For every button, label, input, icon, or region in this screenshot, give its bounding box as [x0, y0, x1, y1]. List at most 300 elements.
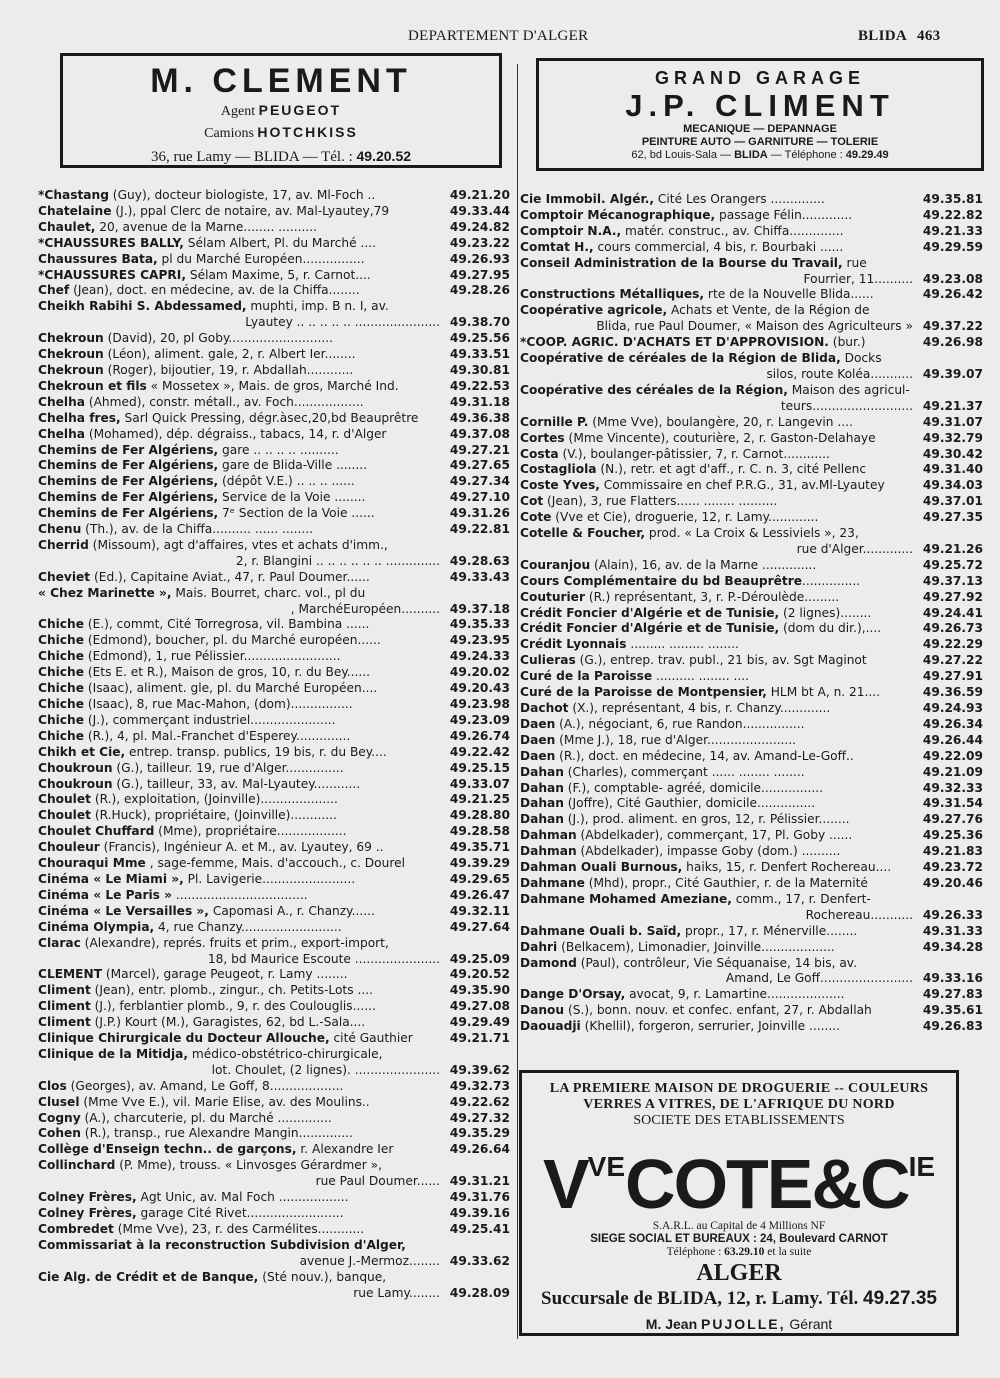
entry-phone: 49.33.07	[447, 777, 510, 793]
entry-text	[38, 1190, 510, 1206]
entry-name: Crédit Foncier d'Algérie et de Tunisie,	[520, 605, 780, 620]
entry-details: (Charles), commerçant ...... ........ ........	[563, 764, 805, 779]
entry-phone: 49.34.28	[920, 940, 983, 956]
directory-entry	[38, 1270, 510, 1302]
entry-name: Chiche	[38, 681, 84, 696]
entry-phone: 49.27.08	[447, 999, 510, 1015]
directory-entry	[520, 940, 983, 956]
entry-name: Dahman Ouali Burnous,	[520, 860, 683, 875]
directory-entry	[38, 570, 510, 586]
entry-details: Cité Les Orangers ..............	[654, 192, 825, 206]
entry-phone: 49.25.09	[447, 952, 510, 968]
entry-details: (R.), transp., rue Alexandre Mangin..............	[80, 1126, 353, 1141]
entry-text	[38, 299, 510, 315]
entry-continuation: silos, route Koléa...........	[766, 366, 913, 381]
ad-cote-manager	[522, 1311, 956, 1337]
entry-name: « Chez Marinette »,	[38, 585, 172, 600]
entry-phone: 49.25.56	[447, 331, 510, 347]
entry-details: Capomasi A., r. Chanzy......	[208, 903, 375, 918]
entry-details: (Léon), aliment. gale, 2, r. Albert Ier........	[103, 347, 356, 362]
directory-entry	[38, 665, 510, 681]
entry-name: Climent	[38, 983, 91, 998]
directory-entry	[38, 1126, 510, 1142]
entry-name: Chiche	[38, 649, 84, 664]
entry-details: médico-obstétrico-chirurgicale,	[188, 1046, 383, 1061]
directory-entry	[38, 204, 510, 220]
entry-details: rte de la Nouvelle Blida......	[704, 287, 874, 302]
directory-entry	[38, 586, 510, 618]
entry-continuation: Blida, rue Paul Doumer, « Maison des Agriculteurs »	[596, 319, 913, 334]
ad-climent-address-pre: 62, bd Louis-Sala —	[631, 149, 735, 161]
ad-cote-logo-v: V	[542, 1145, 588, 1223]
entry-name: Coopérative agricole,	[520, 303, 668, 318]
entry-details: gare .. .. .. .. ..........	[218, 442, 339, 457]
directory-entry	[38, 904, 510, 920]
directory-entry	[38, 506, 510, 522]
directory-entry	[520, 828, 983, 844]
entry-text	[520, 224, 983, 240]
entry-details: ..................................	[172, 887, 308, 902]
ad-clement	[60, 53, 502, 168]
directory-entry	[38, 1206, 510, 1222]
entry-phone: 49.31.18	[447, 395, 510, 411]
entry-text	[38, 490, 510, 506]
directory-entry	[520, 812, 983, 828]
entry-details: (Edmond), 1, rue Pélissier.........................	[83, 649, 341, 664]
directory-entry	[38, 1031, 510, 1047]
entry-phone: 49.32.79	[920, 431, 983, 447]
directory-entry	[38, 633, 510, 649]
entry-name: Chouleur	[38, 840, 100, 855]
entry-name: Choulet	[38, 792, 91, 807]
entry-details: (Sté nouv.), banque,	[258, 1269, 387, 1284]
ad-cote-manager-name: PUJOLLE,	[701, 1316, 786, 1332]
entry-details: 7ᵉ Section de la Voie ......	[218, 506, 375, 521]
entry-name: *Chastang	[38, 188, 109, 202]
entry-name: Dahmane Ouali b. Saïd,	[520, 923, 682, 938]
entry-text	[38, 252, 510, 268]
entry-phone: 49.26.74	[447, 729, 510, 745]
header-page-info	[858, 28, 940, 45]
entry-name: Couranjou	[520, 557, 591, 572]
entry-phone: 49.35.29	[447, 1126, 510, 1142]
directory-entry	[38, 490, 510, 506]
directory-entry	[38, 299, 510, 331]
entry-text	[38, 363, 510, 379]
entry-details: (Mme Vve), boulangère, 20, r. Langevin ....	[588, 414, 853, 429]
entry-text	[38, 967, 510, 983]
entry-details: (R.Huck), propriétaire, (Joinville)............	[90, 808, 337, 823]
entry-name: Chiche	[38, 665, 84, 680]
entry-text	[520, 765, 983, 781]
entry-continuation: lot. Choulet, (2 lignes). ......................	[211, 1062, 440, 1077]
entry-text	[38, 904, 510, 920]
entry-name: Daen	[520, 732, 556, 747]
entry-name: Curé de la Paroisse	[520, 669, 653, 684]
directory-entry	[38, 236, 510, 252]
entry-details: (Mme), propriétaire..................	[154, 824, 347, 839]
entry-name: Cie Alg. de Crédit et de Banque,	[38, 1269, 259, 1284]
entry-details: « Mossetex », Mais. de gros, Marché Ind.	[146, 378, 399, 393]
entry-details: (R.) représentant, 3, r. P.-Déroulède.........	[584, 589, 840, 604]
entry-text	[38, 1238, 510, 1254]
entry-details: (X.), représentant, 4 bis, r. Chanzy.............	[568, 701, 831, 715]
directory-entry	[520, 192, 983, 208]
entry-phone: 49.21.09	[920, 765, 983, 781]
entry-text	[38, 506, 510, 522]
entry-phone: 49.27.95	[447, 268, 510, 284]
entry-phone: 49.26.47	[447, 888, 510, 904]
entry-phone: 49.36.38	[447, 411, 510, 427]
entry-phone: 49.28.26	[447, 283, 510, 299]
entry-phone: 49.39.16	[447, 1206, 510, 1222]
directory-entry	[38, 888, 510, 904]
directory-entry	[38, 220, 510, 236]
entry-name: Cornille P.	[520, 414, 589, 429]
entry-details: (Francis), Ingénieur A. et M., av. Lyautey, 69 ..	[99, 840, 384, 855]
entry-details: Service de la Voie ........	[218, 490, 366, 505]
entry-text	[38, 474, 510, 490]
entry-text	[38, 522, 510, 538]
entry-phone: 49.25.36	[920, 828, 983, 844]
entry-details: (Roger), bijoutier, 19, r. Abdallah............	[103, 362, 354, 377]
entry-phone: 49.37.13	[920, 574, 983, 590]
entry-phone: 49.22.62	[447, 1095, 510, 1111]
ad-cote-city: ALGER	[696, 1260, 782, 1286]
entry-name: Comtat H.,	[520, 239, 594, 254]
entry-phone: 49.23.09	[447, 713, 510, 729]
entry-name: Chiche	[38, 697, 84, 711]
entry-details: 20, avenue de la Marne........ ..........	[95, 219, 317, 234]
entry-phone: 49.39.29	[447, 856, 510, 872]
directory-entry	[520, 685, 983, 701]
directory-entry	[520, 876, 983, 892]
entry-name: Coopérative de céréales de la Région de Blida,	[520, 351, 841, 366]
entry-text	[520, 749, 983, 765]
entry-name: Dahan	[520, 812, 564, 827]
entry-details: (dépôt V.E.) .. .. .. ......	[218, 474, 355, 489]
ad-clement-name: M. CLEMENT	[150, 62, 412, 100]
entry-text	[38, 1142, 510, 1158]
directory-entry	[38, 252, 510, 268]
entry-details: (Alexandre), représ. fruits et prim., export-import,	[80, 935, 389, 950]
entry-name: Costagliola	[520, 462, 597, 477]
directory-column-left	[38, 188, 510, 1301]
directory-entry	[520, 526, 983, 558]
entry-details: pl du Marché Européen................	[157, 251, 365, 266]
entry-details: (David), 20, pl Goby...........................	[103, 331, 334, 346]
entry-phone: 49.33.62	[447, 1254, 510, 1270]
directory-entry	[38, 458, 510, 474]
entry-name: Dahri	[520, 939, 558, 954]
entry-phone: 49.27.22	[920, 653, 983, 669]
entry-name: Crédit Lyonnais	[520, 637, 627, 652]
entry-phone: 49.26.98	[920, 335, 983, 351]
entry-name: *CHAUSSURES CAPRI,	[38, 267, 186, 282]
entry-text	[38, 888, 510, 904]
entry-name: Cheviet	[38, 569, 91, 584]
entry-phone: 49.39.07	[920, 367, 983, 383]
entry-text	[38, 458, 510, 474]
entry-details: (Mohamed), dép. dégraiss., tabacs, 14, r. d'Alger	[84, 426, 387, 441]
entry-phone: 49.25.72	[920, 558, 983, 574]
entry-text	[38, 220, 510, 236]
entry-text	[520, 510, 983, 526]
directory-entry	[520, 637, 983, 653]
entry-phone: 49.31.40	[920, 462, 983, 478]
entry-name: Cherrid	[38, 537, 89, 552]
entry-phone: 49.35.81	[920, 192, 983, 208]
directory-entry	[38, 697, 510, 713]
entry-name: Chekroun	[38, 331, 104, 346]
entry-text	[520, 733, 983, 749]
directory-entry	[520, 383, 983, 415]
entry-name: Chaulet,	[38, 219, 96, 234]
entry-phone: 49.22.81	[447, 522, 510, 538]
entry-text	[520, 494, 983, 510]
entry-phone: 49.26.93	[447, 252, 510, 268]
entry-name: Clusel	[38, 1094, 80, 1109]
ad-cote-phone: 63.29.10	[724, 1246, 765, 1258]
entry-name: Chelha	[38, 426, 85, 441]
entry-details: (G.), entrep. trav. publ., 21 bis, av. Sgt Maginot	[575, 653, 867, 668]
entry-phone: 49.27.10	[447, 490, 510, 506]
entry-phone: 49.22.53	[447, 379, 510, 395]
entry-details: (R.), doct. en médecine, 14, av. Amand-Le-Goff..	[555, 748, 854, 763]
directory-entry	[520, 558, 983, 574]
ad-climent-address-city: BLIDA	[734, 149, 768, 161]
ad-cote-branch-text: Succursale de BLIDA, 12, r. Lamy. Tél.	[541, 1288, 859, 1309]
entry-text	[38, 999, 510, 1015]
ad-clement-line1-brand: PEUGEOT	[258, 102, 342, 118]
ad-cote-branch-phone: 49.27.35	[863, 1288, 937, 1309]
directory-entry	[38, 1111, 510, 1127]
directory-entry	[38, 188, 510, 204]
entry-continuation: Fourrier, 11..........	[803, 271, 913, 286]
entry-text	[520, 621, 983, 637]
entry-details: prod. « La Croix & Lessiviels », 23,	[645, 526, 859, 541]
entry-details: cité Gauthier	[329, 1031, 413, 1046]
entry-name: Constructions Métalliques,	[520, 287, 705, 302]
entry-name: Dahman	[520, 828, 577, 843]
entry-phone: 49.21.71	[447, 1031, 510, 1047]
entry-name: Clinique de la Mitidja,	[38, 1046, 189, 1061]
entry-details: (Isaac), 8, rue Mac-Mahon, (dom)................	[83, 697, 353, 711]
entry-text	[38, 792, 510, 808]
entry-phone: 49.35.71	[447, 840, 510, 856]
entry-details: (Abdelkader), commerçant, 17, Pl. Goby ......	[576, 828, 853, 843]
entry-text	[38, 586, 510, 602]
entry-continuation: avenue J.-Mermoz........	[299, 1253, 440, 1268]
entry-text	[520, 828, 983, 844]
entry-phone: 49.32.73	[447, 1079, 510, 1095]
entry-phone: 49.27.21	[447, 443, 510, 459]
entry-name: Chenu	[38, 522, 82, 537]
entry-phone: 49.39.62	[447, 1063, 510, 1079]
entry-details: (Jean), entr. plomb., zingur., ch. Petits-Lots ....	[90, 983, 373, 998]
entry-text	[520, 653, 983, 669]
entry-name: Choulet Chuffard	[38, 824, 155, 839]
entry-phone: 49.21.25	[447, 792, 510, 808]
entry-phone: 49.22.09	[920, 749, 983, 765]
entry-details: (F.), comptable- agréé, domicile................	[563, 780, 823, 795]
entry-phone: 49.27.64	[447, 920, 510, 936]
ad-cote-logo-main: COTE&C	[625, 1145, 909, 1223]
directory-entry	[38, 522, 510, 538]
directory-entry	[520, 653, 983, 669]
ad-climent-name: J.P. CLIMENT	[625, 88, 895, 123]
entry-details: (Ed.), Capitaine Aviat., 47, r. Paul Doumer......	[90, 569, 370, 584]
directory-entry	[38, 1190, 510, 1206]
directory-entry	[38, 840, 510, 856]
entry-name: Chaussures Bata,	[38, 251, 158, 266]
entry-name: Commissariat à la reconstruction Subdivision d'Alger,	[38, 1237, 406, 1252]
entry-details: (bur.)	[828, 335, 866, 350]
entry-phone: 49.21.20	[447, 188, 510, 204]
entry-text	[38, 443, 510, 459]
entry-details: (E.), commt, Cité Torregrosa, vil. Bambina ......	[83, 617, 370, 632]
entry-details: (Abdelkader), impasse Goby (dom.) ..........	[576, 844, 841, 859]
entry-name: Chelha fres,	[38, 410, 121, 425]
entry-phone: 49.27.34	[447, 474, 510, 490]
entry-phone: 49.31.33	[920, 924, 983, 940]
entry-text	[38, 427, 510, 443]
entry-text	[38, 681, 510, 697]
entry-text	[38, 395, 510, 411]
entry-name: Costa	[520, 446, 559, 461]
entry-details: Sarl Quick Pressing, dégr.àsec,20,bd Beauprêtre	[120, 410, 419, 425]
entry-details: Maison des agricul-	[787, 382, 910, 397]
entry-name: Choulet	[38, 808, 91, 823]
entry-phone: 49.28.58	[447, 824, 510, 840]
entry-phone: 49.28.09	[447, 1286, 510, 1302]
entry-phone: 49.20.02	[447, 665, 510, 681]
entry-details: (R.), exploitation, (Joinville)....................	[90, 792, 338, 807]
entry-details: (Joffre), Cité Gauthier, domicile...............	[563, 796, 816, 811]
directory-entry	[38, 792, 510, 808]
entry-text	[38, 808, 510, 824]
entry-name: Dahan	[520, 780, 564, 795]
entry-name: Cinéma « Le Miami »,	[38, 871, 184, 886]
entry-name: Cohen	[38, 1126, 81, 1141]
ad-clement-address-text: 36, rue Lamy — BLIDA — Tél. :	[150, 149, 353, 165]
entry-name: Comptoir Mécanographique,	[520, 207, 716, 222]
entry-details: Docks	[840, 351, 882, 366]
entry-details: (Mme J.), 18, rue d'Alger.......................	[555, 732, 797, 747]
entry-phone: 49.27.76	[920, 812, 983, 828]
entry-phone: 49.23.22	[447, 236, 510, 252]
ad-climent-top: GRAND GARAGE	[654, 68, 865, 88]
directory-entry	[520, 701, 983, 717]
entry-text	[520, 462, 983, 478]
directory-entry	[38, 331, 510, 347]
entry-text	[520, 669, 983, 685]
directory-entry	[38, 967, 510, 983]
entry-continuation: 18, bd Maurice Escoute ......................	[207, 951, 440, 966]
entry-text	[520, 876, 983, 892]
header-title: DEPARTEMENT D'ALGER	[408, 28, 589, 44]
entry-details: r. Alexandre Ier	[296, 1142, 394, 1157]
entry-details: comm., 17, r. Denfert-	[731, 891, 871, 906]
entry-text	[520, 606, 983, 622]
entry-text	[520, 415, 983, 431]
entry-phone: 49.21.37	[920, 399, 983, 415]
entry-text	[38, 1158, 510, 1174]
entry-details: Pl. Lavigerie........................	[183, 871, 356, 886]
entry-continuation: , MarchéEuropéen..........	[290, 601, 440, 616]
entry-phone: 49.20.46	[920, 876, 983, 892]
entry-continuation: rue Paul Doumer......	[315, 1174, 440, 1189]
entry-name: Dahman	[520, 844, 577, 859]
entry-continuation: Lyautey .. .. .. .. .. ......................	[245, 315, 440, 330]
entry-text	[38, 856, 510, 872]
directory-entry	[520, 447, 983, 463]
entry-details: HLM bt A, n. 21....	[766, 685, 881, 700]
entry-text	[38, 283, 510, 299]
entry-phone: 49.37.22	[920, 319, 983, 335]
entry-name: Daen	[520, 716, 556, 731]
entry-details: ...............	[801, 573, 861, 588]
entry-name: Chemins de Fer Algériens,	[38, 490, 219, 505]
entry-continuation: rue d'Alger.............	[796, 541, 913, 556]
directory-entry	[520, 415, 983, 431]
entry-phone: 49.26.34	[920, 717, 983, 733]
entry-text	[38, 777, 510, 793]
entry-phone: 49.38.70	[447, 315, 510, 331]
entry-name: *COOP. AGRIC. D'ACHATS ET D'APPROVISION.	[520, 335, 829, 350]
entry-name: Dahan	[520, 764, 564, 779]
directory-entry	[520, 240, 983, 256]
entry-details: (Edmond), boucher, pl. du Marché européen......	[83, 633, 381, 648]
entry-phone: 49.21.33	[920, 224, 983, 240]
entry-text	[38, 920, 510, 936]
entry-details: Agt Unic, av. Mal Foch ..................	[136, 1190, 349, 1205]
entry-text	[520, 431, 983, 447]
entry-text	[520, 717, 983, 733]
ad-cote-line1: LA PREMIERE MAISON DE DROGUERIE -- COULEURS	[549, 1081, 929, 1096]
entry-phone: 49.30.42	[920, 447, 983, 463]
directory-entry	[38, 872, 510, 888]
entry-phone: 49.29.65	[447, 872, 510, 888]
entry-name: Daouadji	[520, 1019, 581, 1034]
entry-name: Comptoir N.A.,	[520, 223, 622, 238]
entry-name: Dange D'Orsay,	[520, 987, 626, 1002]
entry-phone: 49.21.26	[920, 542, 983, 558]
entry-text	[520, 796, 983, 812]
directory-entry	[38, 681, 510, 697]
entry-text	[38, 268, 510, 284]
entry-details: passage Félin.............	[715, 207, 853, 222]
entry-phone: 49.31.21	[447, 1174, 510, 1190]
entry-text	[38, 1015, 510, 1031]
entry-details: (Paul), contrôleur, Vie Séquanaise, 14 bis, av.	[576, 955, 857, 970]
entry-text	[38, 633, 510, 649]
entry-details: (G.), tailleur. 19, rue d'Alger...............	[112, 760, 344, 775]
ad-climent-phone: 49.29.49	[845, 149, 889, 161]
ad-climent	[536, 58, 984, 171]
directory-entry	[38, 411, 510, 427]
entry-text	[38, 745, 510, 761]
entry-phone: 49.26.33	[920, 908, 983, 924]
directory-entry	[38, 999, 510, 1015]
directory-entry	[520, 892, 983, 924]
directory-entry	[520, 606, 983, 622]
entry-phone: 49.33.44	[447, 204, 510, 220]
entry-text	[520, 192, 983, 208]
ad-cote	[519, 1070, 959, 1336]
entry-phone: 49.31.54	[920, 796, 983, 812]
directory-entry	[520, 574, 983, 590]
